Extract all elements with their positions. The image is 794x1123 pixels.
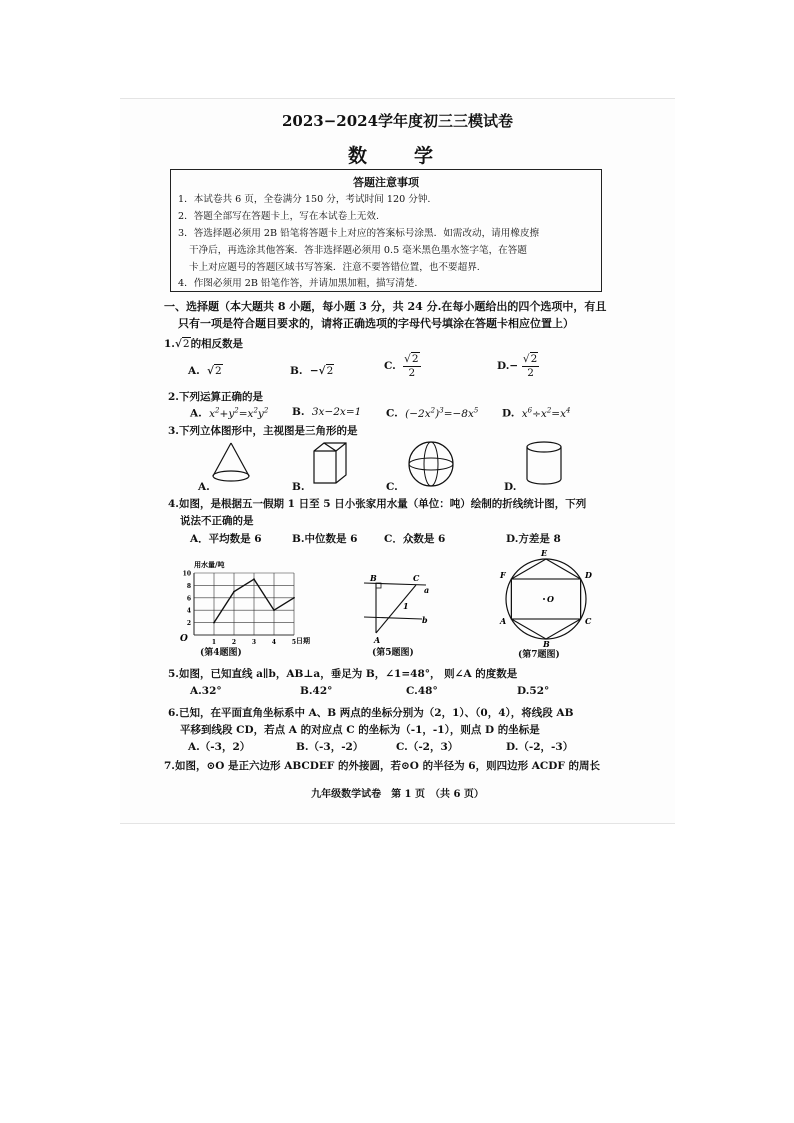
q6-option-c: C.（-2，3） [396, 741, 459, 753]
q1-option-a: A. √2 [188, 365, 222, 377]
q3-label-c: C. [386, 481, 398, 493]
notice-line: 卡上对应题号的答题区域书写答案．注意不要答错位置，也不要超界. [189, 262, 480, 273]
section-instructions: 只有一项是符合题目要求的，请将正确选项的字母代号填涂在答题卡相应位置上） [178, 317, 574, 330]
point-b-label: B [370, 573, 377, 583]
cylinder-figure [520, 439, 570, 491]
q6-option-d: D.（-2，-3） [506, 741, 574, 753]
q1-option-b: B. −√2 [290, 365, 334, 377]
vertex-f-label: F [500, 570, 506, 580]
fig5-parallel-lines [356, 569, 436, 649]
vertex-d-label: D [585, 570, 592, 580]
question-2: 2.下列运算正确的是 [168, 391, 263, 403]
question-4: 4.如图，是根据五一假期 1 日至 5 日小张家用水量（单位：吨）绘制的折线统计图，下列 [168, 498, 587, 510]
question-6: 6.已知，在平面直角坐标系中 A、B 两点的坐标分别为（2，1）、（0，4），将线段 AB [168, 707, 574, 719]
question-number: 1. [164, 338, 175, 350]
y-tick-label: 10 [182, 570, 191, 578]
sphere-figure [403, 439, 459, 491]
question-4-cont: 说法不正确的是 [180, 515, 254, 527]
question-7: 7.如图，⊙O 是正六边形 ABCDEF 的外接圆，若⊙O 的半径为 6，则四边形 ACDF 的周长 [164, 760, 600, 772]
q4-option-a: A．平均数是 6 [190, 533, 262, 545]
exam-page [120, 98, 675, 824]
subject-heading: 数 学 [347, 145, 447, 167]
fig7-hexagon-circle [496, 547, 596, 647]
point-a-label: A [374, 635, 381, 645]
chart-grid [194, 573, 294, 635]
angle-1-label: 1 [403, 601, 409, 611]
vertex-b-label: B [543, 639, 550, 647]
prism-figure [308, 439, 358, 489]
fig4-line-chart [176, 557, 326, 657]
section-heading: 一、选择题（本大题共 8 小题，每小题 3 分，共 24 分.在每小题给出的四个选项中，有且 [164, 300, 607, 313]
notice-line: 1．本试卷共 6 页，全卷满分 150 分，考试时间 120 分钟. [178, 194, 431, 205]
data-point [293, 597, 295, 599]
notice-title: 答题注意事项 [353, 176, 419, 189]
notice-line: 2．答题全部写在答题卡上，写在本试卷上无效. [178, 211, 380, 222]
q2-option-b: B. 3x−2x=1 [292, 406, 362, 418]
q5-option-d: D.52° [517, 685, 550, 697]
data-point [273, 609, 275, 611]
line-b-label: b [422, 615, 428, 625]
notice-line: 干净后，再选涂其他答案．答非选择题必须用 0.5 毫米黑色墨水签字笔，在答题 [189, 245, 527, 256]
question-5: 5.如图，已知直线 a∥b，AB⊥a，垂足为 B，∠1=48°， 则∠A 的度数是 [168, 668, 518, 680]
radicand: 2 [182, 338, 190, 350]
x-tick-label: 5 [291, 639, 297, 646]
vertex-e-label: E [541, 548, 548, 558]
y-tick-label: 2 [186, 620, 191, 628]
data-point [213, 622, 215, 624]
y-tick-label: 8 [186, 582, 191, 590]
q2-option-d: D. $x^6\div x^2=x^4$ [502, 406, 571, 420]
q2-option-c: C. $(-2x^2)^3=-8x^5$ [386, 406, 479, 420]
point-c-label: C [413, 573, 420, 583]
q1-option-c: C. $\frac{√2}{2}$ [384, 353, 419, 379]
x-tick-label: 3 [251, 639, 257, 646]
x-tick-label: 2 [231, 639, 237, 646]
y-tick-labels [183, 571, 191, 628]
x-tick-label: 1 [211, 639, 217, 646]
q1-option-d: D.− $\frac{√2}{2}$ [497, 353, 538, 379]
y-axis-label: 用水量/吨 [194, 560, 225, 569]
q4-option-c: C．众数是 6 [384, 533, 446, 545]
y-tick-label: 6 [186, 595, 191, 603]
q3-label-a: A. [198, 481, 210, 493]
exam-title: 2023−2024学年度初三三模试卷 [281, 112, 514, 130]
q2-option-a: A. $x^2+y^2=x^2y^2$ [190, 406, 269, 420]
data-point [253, 578, 255, 580]
q6-option-a: A.（-3，2） [188, 741, 251, 753]
q5-option-a: A.32° [190, 685, 222, 697]
notice-box [170, 169, 602, 292]
origin-label: O [180, 634, 188, 644]
center-o-label: O [547, 594, 554, 604]
notice-line: 3．答选择题必须用 2B 铅笔将答题卡上对应的答案标号涂黑．如需改动，请用橡皮擦 [178, 228, 540, 239]
q3-label-b: B. [292, 481, 305, 493]
q6-option-b: B.（-3，-2） [296, 741, 364, 753]
fig4-caption: (第4题图) [200, 648, 242, 658]
fig5-caption: (第5题图) [372, 648, 414, 658]
question-6-cont: 平移到线段 CD，若点 A 的对应点 C 的坐标为（-1，-1），则点 D 的坐标是 [180, 724, 540, 736]
notice-line: 4．作图必须用 2B 铅笔作答，并请加黑加粗，描写清楚. [178, 278, 418, 289]
question-3: 3.下列立体图形中，主视图是三角形的是 [168, 425, 358, 437]
vertex-c-label: C [585, 616, 592, 626]
q3-label-d: D. [504, 481, 517, 493]
q5-option-c: C.48° [406, 685, 438, 697]
q4-option-d: D.方差是 8 [506, 533, 561, 545]
fig7-caption: (第7题图) [518, 650, 560, 660]
vertex-a-label: A [500, 616, 507, 626]
q5-option-b: B.42° [300, 685, 333, 697]
cone-figure [208, 439, 258, 489]
data-point [233, 591, 235, 593]
x-axis-label: 日期 [296, 636, 310, 645]
page-footer: 九年级数学试卷 第 1 页 （共 6 页） [311, 789, 484, 800]
q4-option-b: B.中位数是 6 [292, 533, 358, 545]
line-a-label: a [424, 585, 430, 595]
x-tick-label: 4 [271, 639, 277, 646]
question-1: 1.√2的相反数是 [164, 338, 244, 350]
y-tick-label: 4 [186, 607, 191, 615]
question-stem: 的相反数是 [190, 338, 244, 350]
